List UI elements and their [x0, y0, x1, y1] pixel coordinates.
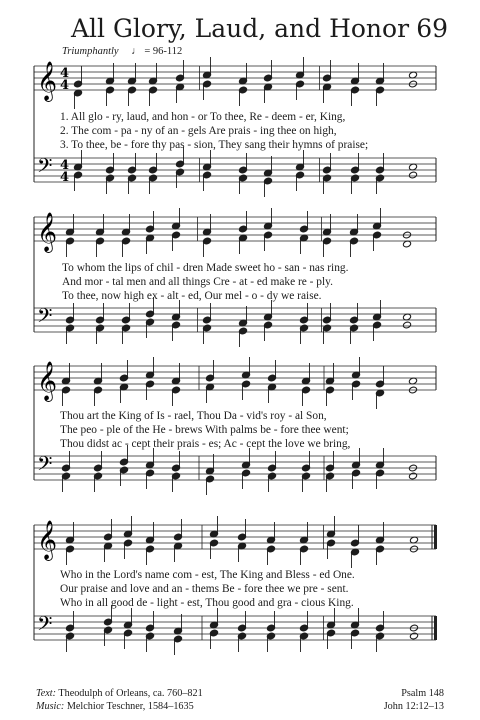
treble-clef-icon: 𝄞: [37, 520, 58, 560]
hymn-title: All Glory, Laud, and Honor: [70, 14, 410, 43]
lyric-text: 1. All glo - ry, laud, and hon - or To thee, Re - deem - er, King,: [60, 111, 346, 123]
hymn-number: 69: [416, 14, 448, 43]
tempo-value: = 96-112: [144, 46, 183, 57]
bass-clef-icon: 𝄢: [37, 452, 53, 480]
lyric-text: Thou art the King of Is - rael, Thou Da - vid's roy - al Son,: [60, 410, 327, 422]
treble-clef-icon: 𝄞: [37, 212, 58, 252]
final-barline: [434, 525, 437, 549]
note-head: [402, 321, 411, 329]
lyric-text: Who in the Lord's name com - est, The King and Bless - ed One.: [60, 569, 355, 581]
final-barline: [434, 616, 437, 640]
lyric-text: Who in all good de - light - est, Thou good and gra - cious King.: [60, 597, 354, 609]
text-credit: Text: Theodulph of Orleans, ca. 760–821: [36, 688, 203, 699]
lyric-text: 2. The com - pa - ny of an - gels Are prais - ing thee on high,: [60, 125, 337, 137]
bass-clef-icon: 𝄢: [37, 304, 53, 332]
time-signature: 4: [60, 158, 70, 173]
scripture-reference-1: Psalm 148: [401, 688, 444, 699]
lyric-text: Our praise and love and an - thems Be - fore thee we pre - sent.: [60, 583, 349, 595]
lyric-text: 3. To thee, be - fore thy pas - sion, They sang their hymns of praise;: [60, 139, 369, 151]
note-head: [408, 171, 417, 179]
bass-clef-icon: 𝄢: [37, 154, 53, 182]
lyric-text: To thee, now high ex - alt - ed, Our mel - o - dy we raise.: [62, 290, 322, 302]
lyric-text: And mor - tal men and all things Cre - at - ed make re - ply.: [62, 276, 333, 288]
time-signature: 4: [60, 170, 70, 185]
treble-clef-icon: 𝄞: [37, 61, 58, 101]
music-credit: Music: Melchior Teschner, 1584–1635: [36, 701, 194, 712]
tempo-text: Triumphantly: [62, 46, 119, 57]
time-signature: 4: [60, 78, 70, 93]
scripture-reference-2: John 12:12–13: [383, 701, 444, 712]
treble-clef-icon: 𝄞: [37, 361, 58, 401]
note-head: [408, 472, 417, 480]
note-head: [409, 632, 418, 640]
time-signature: 4: [60, 66, 70, 81]
lyric-text: To whom the lips of chil - dren Made sweet ho - san - nas ring.: [62, 262, 349, 274]
lyric-text: Thou didst ac - cept their prais - es; Ac - cept the love we bring,: [60, 438, 351, 450]
quarter-note-icon: ♩: [131, 46, 142, 57]
lyric-text: The peo - ple of the He - brews With palms be - fore thee went;: [60, 424, 349, 436]
bass-clef-icon: 𝄢: [37, 612, 53, 640]
